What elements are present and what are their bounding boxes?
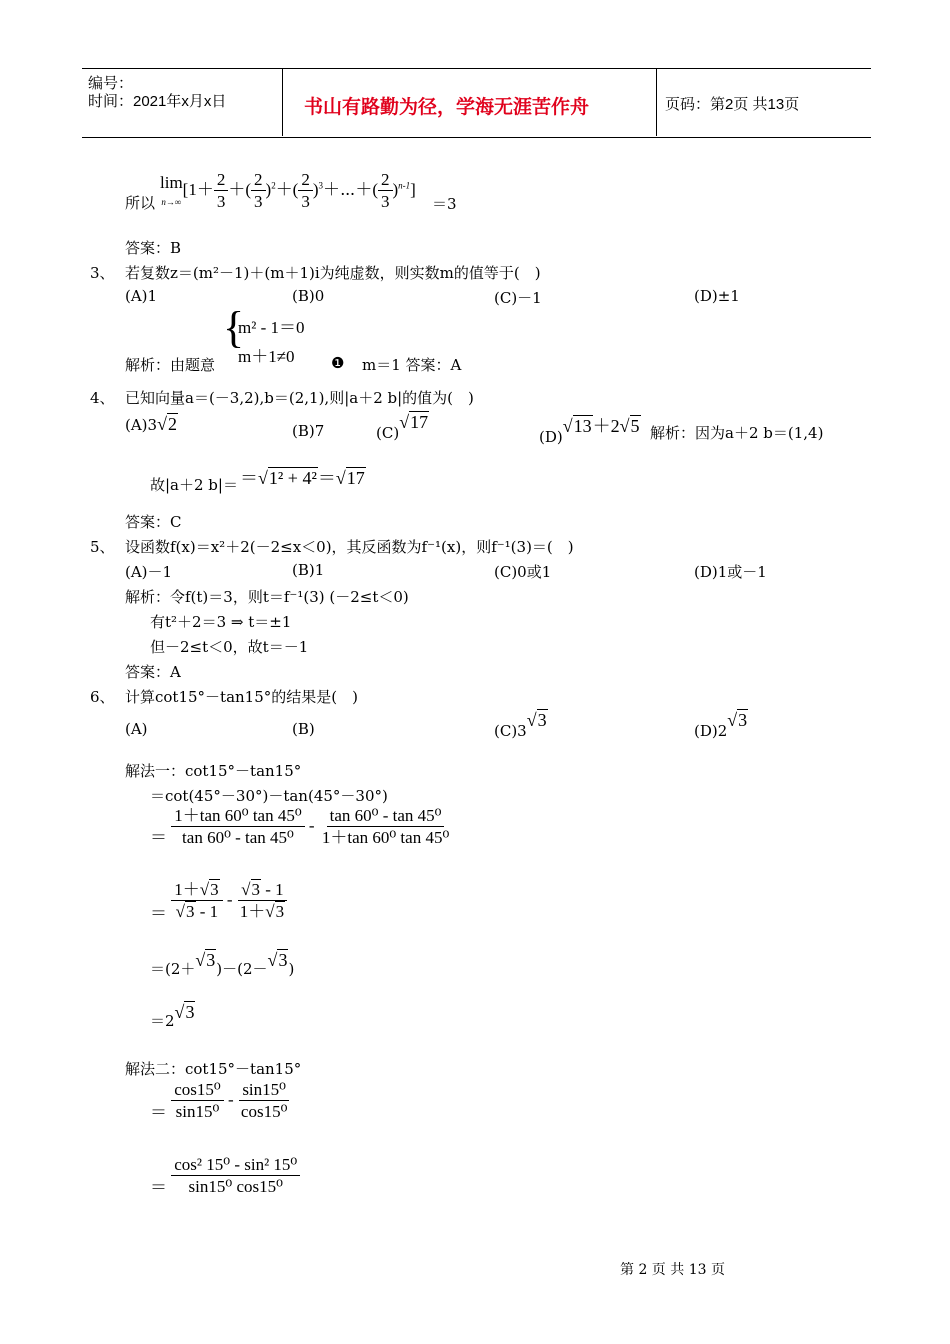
method1-line5: ＝2√3	[150, 1002, 195, 1030]
radicand: 3	[275, 902, 285, 922]
method1-line3: ＝ $\frac{1+√3}{√3 - 1}$ - $\frac{√3 - 1}{1+√3}$	[150, 880, 288, 923]
radicand: 3	[537, 710, 547, 730]
lim-result: ＝3	[432, 195, 457, 213]
radicand: 3	[251, 880, 261, 899]
q5-option-d: (D)1或－1	[694, 563, 767, 581]
radicand: 2	[167, 414, 177, 434]
q5-solution-2: 有t²＋2＝3 ⇒ t＝±1	[150, 613, 292, 631]
q3-system-eq2: m＋1≠0	[238, 347, 295, 366]
q5-number: 5、	[90, 538, 115, 556]
numerator: cos² 15⁰ - sin² 15⁰	[171, 1155, 300, 1176]
motto: 书山有路勤为径，学海无涯苦作舟	[304, 97, 590, 118]
method1-line2	[150, 806, 452, 849]
q3-option-b: (B)0	[292, 287, 325, 305]
term: 1＋	[239, 902, 266, 922]
q3-solution-prefix: 解析：由题意	[125, 356, 216, 374]
method2-line2	[150, 1155, 300, 1198]
radicand: 3	[185, 1002, 195, 1022]
header-divider	[656, 68, 657, 136]
q4-answer: 答案：C	[125, 513, 182, 531]
minus: -	[308, 816, 315, 836]
serial-label: 编号：	[88, 75, 134, 92]
q4-solution: 解析：因为a＋2 b＝(1,4)	[650, 424, 824, 442]
q6-text: 计算cot15°－tan15°的结果是( )	[125, 688, 358, 706]
q3-number: 3、	[90, 264, 115, 282]
method1-line4: ＝(2＋√3)－(2－√3)	[150, 950, 295, 978]
plus-two: ＋2	[592, 416, 620, 436]
q3-option-a: (A)1	[125, 287, 158, 305]
radicand: 3	[278, 950, 288, 970]
method1-heading: 解法一：cot15°－tan15°	[125, 762, 302, 780]
equals: ＝	[150, 1103, 167, 1123]
denominator: 1＋tan 60⁰ tan 45⁰	[321, 828, 450, 848]
q3-text: 若复数z＝(m²－1)＋(m＋1)i为纯虚数，则实数m的值等于( )	[125, 264, 541, 282]
term: 1＋	[174, 880, 200, 899]
q6-option-c-label: (C)3	[494, 722, 527, 740]
method1-line1: ＝cot(45°－30°)－tan(45°－30°)	[150, 787, 388, 805]
q4-gu: 故|a＋2 b|＝	[150, 476, 238, 494]
q4-number: 4、	[90, 389, 115, 407]
q3-option-d: (D)±1	[694, 287, 740, 305]
radicand: 3	[206, 950, 216, 970]
header-divider	[282, 68, 283, 136]
q3-system-eq1: m² - 1＝0	[238, 318, 305, 337]
equals: ＝	[240, 468, 258, 488]
term: - 1	[261, 880, 284, 899]
page-footer: 第 2 页 共 13 页	[620, 1262, 725, 1278]
lim-so: 所以	[125, 194, 156, 212]
page-info: 页码：第2页 共13页	[665, 96, 800, 113]
term: )	[288, 960, 295, 978]
q4-option-c: (C)√17	[376, 412, 429, 442]
q6-option-a: (A)	[125, 720, 148, 738]
q6-option-d: (D)2√3	[694, 710, 748, 740]
q5-solution-3: 但－2≤t＜0，故t＝－1	[150, 638, 309, 656]
q4-text: 已知向量a＝(－3,2),b＝(2,1),则|a＋2 b|的值为( )	[125, 389, 474, 407]
q5-option-a: (A)－1	[125, 563, 173, 581]
denominator: cos15⁰	[240, 1102, 288, 1122]
numerator: tan 60⁰ - tan 45⁰	[327, 806, 445, 827]
q6-number: 6、	[90, 688, 115, 706]
term: )－(2－	[216, 960, 268, 978]
radicand: 17	[346, 468, 365, 488]
time-label: 时间：2021年x月x日	[88, 93, 227, 110]
numerator: sin15⁰	[239, 1080, 289, 1101]
term: - 1	[195, 902, 219, 922]
q4-option-a: (A)3√2	[125, 414, 177, 434]
equals: ＝	[150, 828, 167, 848]
system-brace: {	[223, 303, 245, 352]
answer-b: 答案：B	[125, 239, 182, 257]
q4-result-expr: ＝√1² + 4²＝√17	[240, 468, 365, 488]
q4-option-b: (B)7	[292, 422, 325, 440]
q4-option-c-label: (C)	[376, 424, 400, 442]
q5-option-b: (B)1	[292, 561, 325, 579]
numerator: 1＋tan 60⁰ tan 45⁰	[171, 806, 304, 827]
q3-solution-suffix: m＝1 答案：A	[362, 356, 462, 374]
radicand: 3	[210, 880, 219, 899]
implies-symbol: ❶	[331, 354, 345, 372]
lim-subscript: n→∞	[161, 197, 182, 208]
radicand: 17	[410, 412, 429, 432]
radicand: 3	[738, 710, 748, 730]
q6-option-b: (B)	[292, 720, 315, 738]
numerator: cos15⁰	[171, 1080, 223, 1101]
q5-text: 设函数f(x)＝x²＋2(－2≤x＜0)，其反函数为f⁻¹(x)，则f⁻¹(3)＝( )	[125, 538, 574, 556]
radicand: 5	[630, 416, 640, 436]
q5-solution-1: 解析：令f(t)＝3，则t＝f⁻¹(3) (－2≤t＜0)	[125, 588, 409, 606]
limit-expression: lim n→∞[1＋ $\frac{2}{3}$ ＋( $\frac{2}{3}$ )$^2$＋( $\frac{2}{3}$ )$^3$＋⋯＋( $\frac{2}{3}$ )$^{n-1}$]	[160, 170, 416, 212]
equals: ＝	[150, 1178, 167, 1198]
q6-option-c: (C)3√3	[494, 710, 547, 740]
q5-option-c: (C)0或1	[494, 563, 552, 581]
equals: ＝	[317, 468, 336, 488]
minus: -	[226, 890, 233, 910]
q3-option-c: (C)－1	[494, 289, 542, 307]
method2-heading: 解法二：cot15°－tan15°	[125, 1060, 302, 1078]
radicand: 1² + 4²	[268, 468, 317, 488]
equals: ＝	[150, 904, 167, 924]
radicand: 3	[186, 902, 195, 922]
denominator: tan 60⁰ - tan 45⁰	[182, 828, 294, 848]
lim-word: lim	[160, 173, 183, 193]
term: ＝(2＋	[150, 960, 196, 978]
q4-option-d-label: (D)	[539, 428, 563, 446]
denominator: sin15⁰	[175, 1102, 220, 1122]
q4-option-d: (D)√13＋2√5	[539, 416, 640, 446]
minus: -	[227, 1090, 234, 1110]
q5-answer: 答案：A	[125, 663, 181, 681]
radicand: 13	[573, 416, 592, 436]
q6-option-d-label: (D)2	[694, 722, 728, 740]
denominator: sin15⁰ cos15⁰	[188, 1177, 283, 1197]
method2-line1	[150, 1080, 290, 1123]
q4-option-a-label: (A)3	[125, 416, 158, 434]
term: ＝2	[150, 1012, 175, 1030]
